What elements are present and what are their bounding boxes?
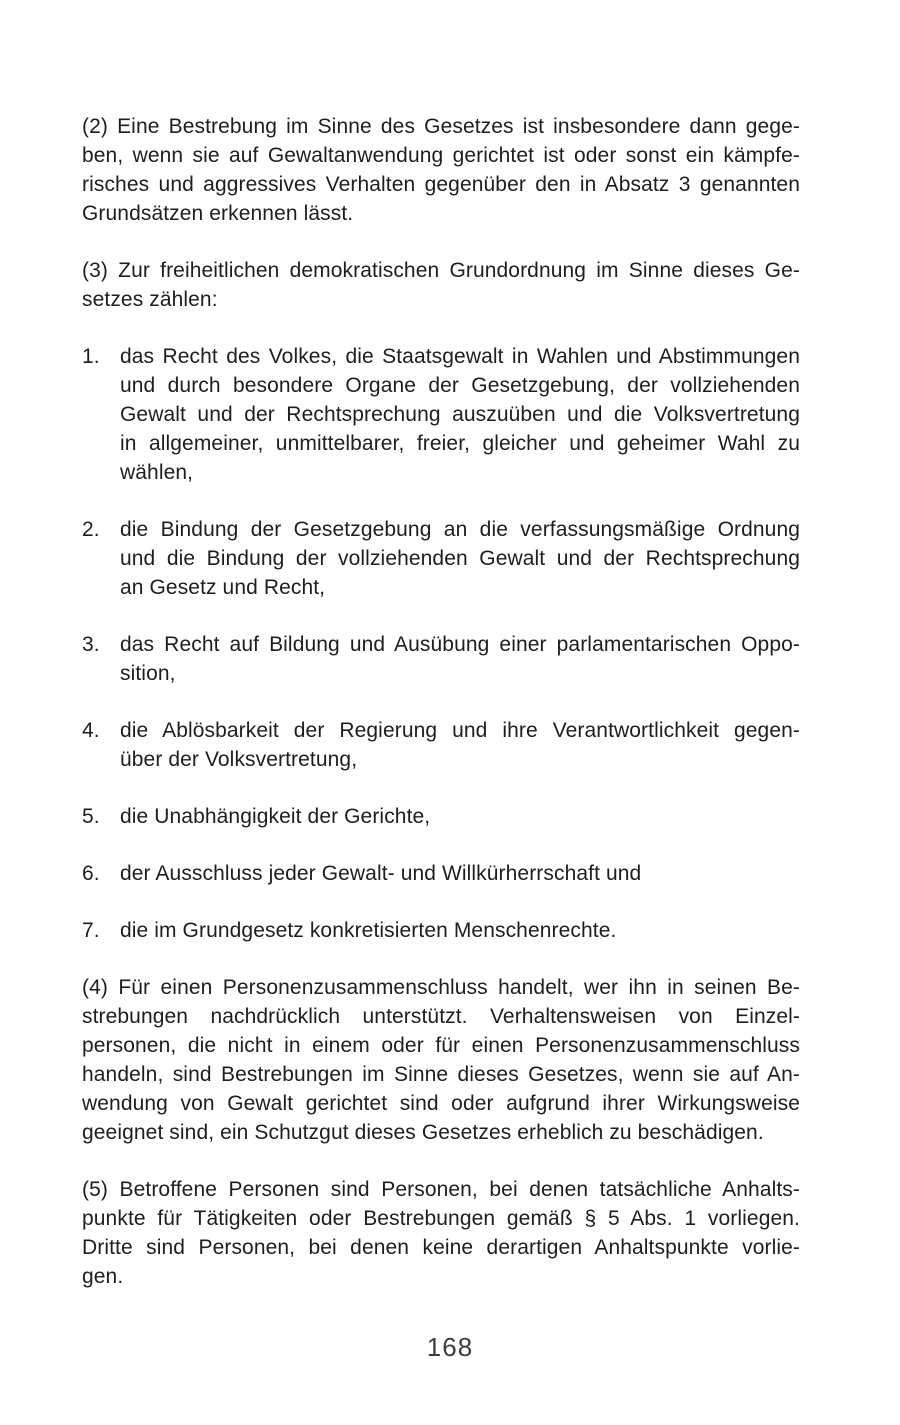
text-line: die im Grundgesetz konkretisierten Menschenrechte. [120, 919, 617, 942]
list-item-number: 7. [82, 919, 100, 942]
list-item-text [120, 916, 800, 945]
text-line: (3) Zur freiheitlichen demokratischen Grundordnung im Sinne dieses Ge- [82, 259, 800, 282]
page-content [82, 112, 800, 1291]
text-line: geeignet sind, ein Schutzgut dieses Gesetzes erheblich zu beschädigen. [82, 1121, 764, 1144]
text-line: wendung von Gewalt gerichtet sind oder aufgrund ihrer Wirkungsweise [82, 1092, 800, 1115]
text-line: (5) Betroffene Personen sind Personen, bei denen tatsächliche Anhalts- [82, 1178, 800, 1201]
text-line: strebungen nachdrücklich unterstützt. Verhaltensweisen von Einzel- [82, 1005, 800, 1028]
text-line: die Unabhängigkeit der Gerichte, [120, 805, 431, 828]
text-line: in allgemeiner, unmittelbarer, freier, gleicher und geheimer Wahl zu [120, 432, 800, 455]
text-line: die Bindung der Gesetzgebung an die verfassungsmäßige Ordnung [120, 518, 800, 541]
list-item-number: 1. [82, 345, 100, 368]
list-item-text [120, 802, 800, 831]
text-line: handeln, sind Bestrebungen im Sinne dieses Gesetzes, wenn sie auf An- [82, 1063, 800, 1086]
paragraph [82, 1175, 800, 1291]
list-item [82, 802, 800, 831]
text-line: (4) Für einen Personenzusammenschluss handelt, wer ihn in seinen Be- [82, 976, 800, 999]
text-line: und durch besondere Organe der Gesetzgebung, der vollziehenden [120, 374, 800, 397]
list-item-text [120, 859, 800, 888]
page-number: 168 [426, 1332, 474, 1362]
text-line: ben, wenn sie auf Gewaltanwendung gerichtet ist oder sonst ein kämpfe- [82, 144, 800, 167]
list-item-text [120, 515, 800, 602]
list-item [82, 916, 800, 945]
text-line: der Ausschluss jeder Gewalt- und Willkürherrschaft und [120, 862, 642, 885]
list-item-number: 3. [82, 633, 100, 656]
text-line: das Recht des Volkes, die Staatsgewalt in Wahlen und Abstimmungen [120, 345, 800, 368]
text-line: über der Volksvertretung, [120, 748, 358, 771]
text-line: gen. [82, 1265, 124, 1288]
text-line: wählen, [120, 461, 194, 484]
text-line: die Ablösbarkeit der Regierung und ihre Verantwortlichkeit gegen- [120, 719, 800, 742]
text-line: punkte für Tätigkeiten oder Bestrebungen gemäß § 5 Abs. 1 vorliegen. [82, 1207, 800, 1230]
list-item-text [120, 716, 800, 774]
list-item-number: 6. [82, 862, 100, 885]
text-line: personen, die nicht in einem oder für einen Personenzusammenschluss [82, 1034, 800, 1057]
text-line: risches und aggressives Verhalten gegenüber den in Absatz 3 genannten [82, 173, 800, 196]
list-item [82, 342, 800, 487]
text-line: sition, [120, 662, 176, 685]
list-item-text [120, 342, 800, 487]
list-item [82, 859, 800, 888]
list-item-number: 2. [82, 518, 100, 541]
text-line: (2) Eine Bestrebung im Sinne des Gesetzes ist insbesondere dann gege- [82, 115, 800, 138]
text-line: an Gesetz und Recht, [120, 576, 326, 599]
text-line: setzes zählen: [82, 288, 218, 311]
list-item [82, 716, 800, 774]
list-item-text [120, 630, 800, 688]
list-item [82, 515, 800, 602]
list-item-number: 4. [82, 719, 100, 742]
text-line: das Recht auf Bildung und Ausübung einer parlamentarischen Oppo- [120, 633, 800, 656]
paragraph [82, 112, 800, 228]
text-line: und die Bindung der vollziehenden Gewalt und der Rechtsprechung [120, 547, 800, 570]
list-item [82, 630, 800, 688]
paragraph [82, 973, 800, 1147]
paragraph [82, 256, 800, 314]
text-line: Grundsätzen erkennen lässt. [82, 202, 354, 225]
text-line: Gewalt und der Rechtsprechung auszuüben und die Volksvertretung [120, 403, 800, 426]
list-item-number: 5. [82, 805, 100, 828]
text-line: Dritte sind Personen, bei denen keine derartigen Anhaltspunkte vorlie- [82, 1236, 800, 1259]
